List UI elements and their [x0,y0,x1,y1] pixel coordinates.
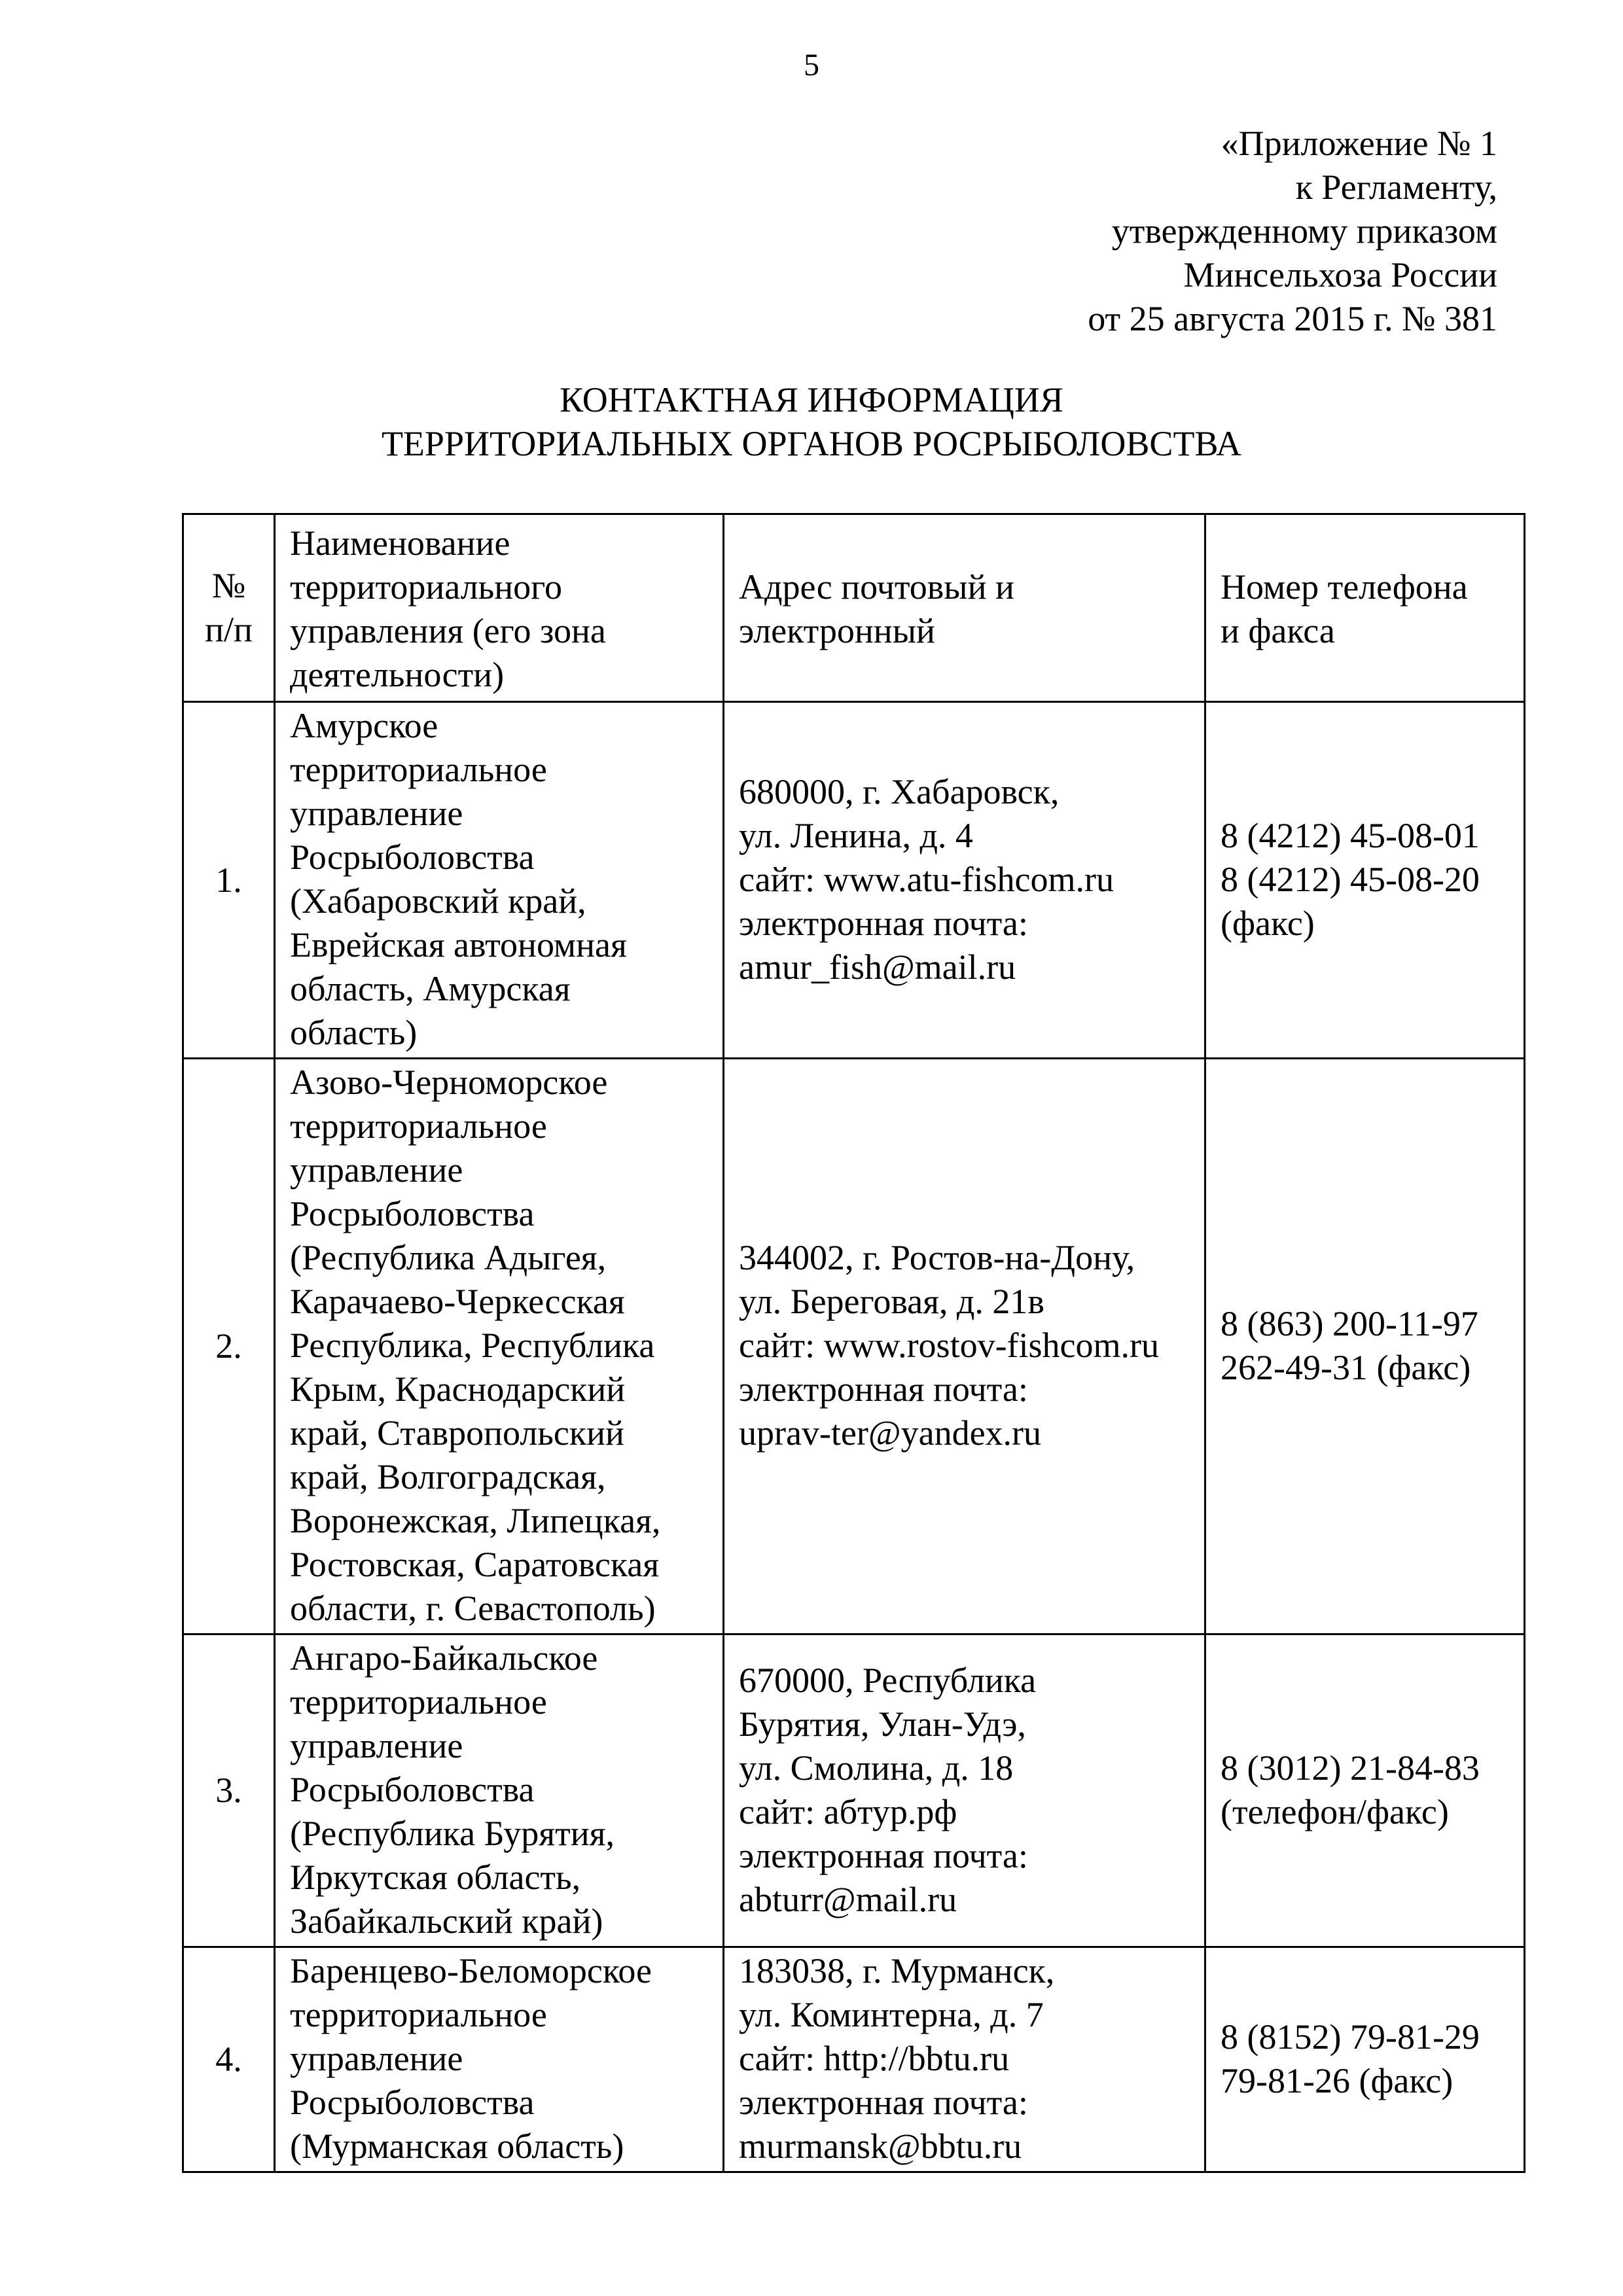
table-header-row [183,514,1525,702]
table-row [183,702,1525,1059]
header-number: № п/п [183,514,275,702]
header-address: Адрес почтовый и электронный [724,514,1205,702]
row-address: 670000, Республика Бурятия, Улан-Удэ, ул. Смолина, д. 18 сайт: абтур.рф электронная почта: abturr@mail.ru [724,1634,1205,1947]
appendix-line: от 25 августа 2015 г. № 381 [1088,299,1497,338]
row-name: Ангаро-Байкальское территориальное управление Росрыболовства (Республика Бурятия, Иркутская область, Забайкальский край) [275,1634,724,1947]
row-phone: 8 (4212) 45-08-01 8 (4212) 45-08-20 (факс) [1205,702,1525,1059]
header-name: Наименование территориального управления (его зона деятельности) [275,514,724,702]
page-number: 5 [804,48,819,82]
row-number: 3. [183,1634,275,1947]
header-phone: Номер телефона и факса [1205,514,1525,702]
table-row [183,1634,1525,1947]
contacts-table [182,513,1525,2173]
document-title [0,378,1623,466]
appendix-header [1088,122,1497,341]
title-line-2: ТЕРРИТОРИАЛЬНЫХ ОРГАНОВ РОСРЫБОЛОВСТВА [381,424,1242,463]
table-row [183,1059,1525,1634]
row-name: Амурское территориальное управление Росрыболовства (Хабаровский край, Еврейская автономная область, Амурская область) [275,702,724,1059]
row-number: 4. [183,1947,275,2172]
row-address: 183038, г. Мурманск, ул. Коминтерна, д. 7 сайт: http://bbtu.ru электронная почта: murmansk@bbtu.ru [724,1947,1205,2172]
row-number: 1. [183,702,275,1059]
row-phone: 8 (863) 200-11-97 262-49-31 (факс) [1205,1059,1525,1634]
row-address: 344002, г. Ростов-на-Дону, ул. Береговая, д. 21в сайт: www.rostov-fishcom.ru электронная почта: uprav-ter@yandex.ru [724,1059,1205,1634]
row-phone: 8 (8152) 79-81-29 79-81-26 (факс) [1205,1947,1525,2172]
table-row [183,1947,1525,2172]
row-address: 680000, г. Хабаровск, ул. Ленина, д. 4 сайт: www.atu-fishcom.ru электронная почта: amur_fish@mail.ru [724,702,1205,1059]
appendix-line: «Приложение № 1 [1221,124,1497,163]
appendix-line: к Регламенту, [1295,168,1497,207]
row-phone: 8 (3012) 21-84-83 (телефон/факс) [1205,1634,1525,1947]
row-number: 2. [183,1059,275,1634]
row-name: Баренцево-Беломорское территориальное управление Росрыболовства (Мурманская область) [275,1947,724,2172]
row-name: Азово-Черноморское территориальное управление Росрыболовства (Республика Адыгея, Карачаево-Черкесская Республика, Республика Крым, Краснодарский край, Ставропольский край, Волгоградская, Воронежская, Липецкая, Ростовская, Саратовская области, г. Севастополь) [275,1059,724,1634]
title-line-1: КОНТАКТНАЯ ИНФОРМАЦИЯ [560,380,1063,419]
appendix-line: утвержденному приказом [1111,211,1497,251]
appendix-line: Минсельхоза России [1183,255,1497,294]
